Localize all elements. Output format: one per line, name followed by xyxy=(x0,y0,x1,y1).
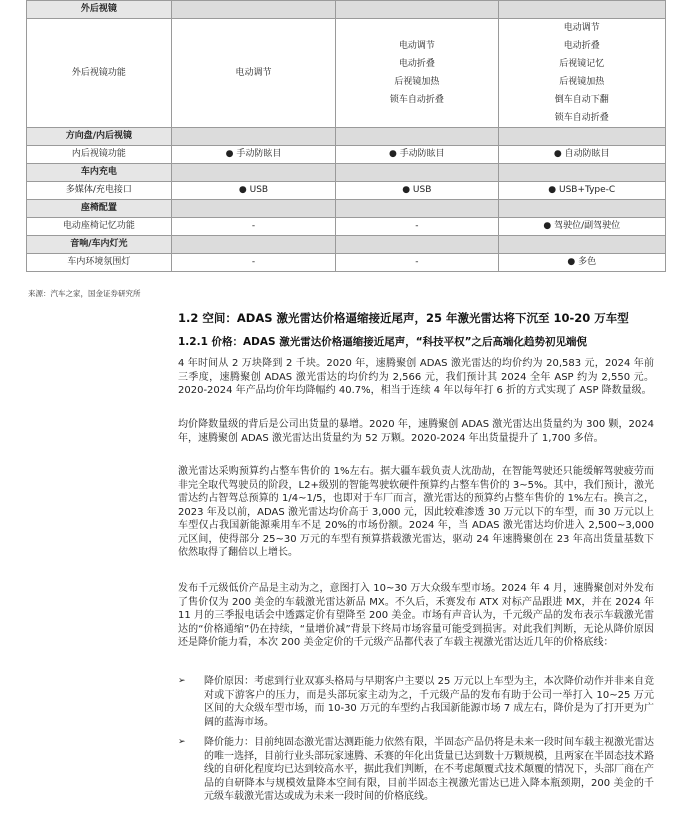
table-row xyxy=(27,182,666,200)
cell-trim-2: ● 手动防眩目 xyxy=(336,146,498,164)
cell-trim-2: 电动调节 电动折叠 后视镜加热 锁车自动折叠 xyxy=(336,19,498,128)
section-label: 车内充电 xyxy=(27,164,172,182)
paragraph-price: 4 年时间从 2 万块降到 2 千块。2020 年，速腾聚创 ADAS 激光雷达的均价约为 20,583 元，2024 年前三季度，速腾聚创 ADAS 激光雷达的均价约为 2,566 元，我们预计其 2024 全年 ASP 约为 2,550 元。2020-2024 年产品均价年均降幅约 40.7%，相当于连续 4 年以每年打 6 折的方式实现了 ASP 降数量级。 xyxy=(178,358,654,396)
section-row-charging xyxy=(27,164,666,182)
section-row-seat xyxy=(27,200,666,218)
row-label: 内后视镜功能 xyxy=(27,146,172,164)
cell-trim-3: 电动调节 电动折叠 后视镜记忆 后视镜加热 倒车自动下翻 锁车自动折叠 xyxy=(498,19,665,128)
cell-trim-3: ● 自动防眩目 xyxy=(498,146,665,164)
cell-trim-2: - xyxy=(336,218,498,236)
source-note: 来源：汽车之家，国金证券研究所 xyxy=(28,289,141,298)
cell-trim-1: ● USB xyxy=(171,182,335,200)
cell-trim-1: 电动调节 xyxy=(171,19,335,128)
row-label: 电动座椅记忆功能 xyxy=(27,218,172,236)
paragraph-volume: 均价降数量级的背后是公司出货量的暴增。2020 年，速腾聚创 ADAS 激光雷达出货量约为 300 颗，2024 年，速腾聚创 ADAS 激光雷达出货量约为 52 万颗。2020-2024 年出货量提升了 1,700 多倍。 xyxy=(178,419,654,444)
section-row-audio xyxy=(27,236,666,254)
arrow-bullet-icon: ➢ xyxy=(178,676,186,686)
cell-trim-1: - xyxy=(171,254,335,272)
section-label: 方向盘/内后视镜 xyxy=(27,128,172,146)
section-row-mirror xyxy=(27,1,666,19)
bullet-item xyxy=(178,736,654,804)
bullet-text: 降价原因：考虑到行业双寡头格局与早期客户主要以 25 万元以上车型为主，本次降价动作并非来自竞对或下游客户的压力，而是头部玩家主动为之，千元级产品的发布有助于公司一举打入 10~25 万元区间的大众级车型市场，而 10-30 万元的车型约占我国新能源市场 7 成左右，降价是为了打开更为广阔的蓝海市场。 xyxy=(204,676,654,728)
config-table xyxy=(26,0,666,272)
table-row xyxy=(27,19,666,128)
paragraph-lowcost: 发布千元级低价产品是主动为之，意图打入 10~30 万大众级车型市场。2024 年 4 月，速腾聚创对外发布了售价仅为 200 美金的车载激光雷达新品 MX。不久后，禾赛发布 ATX 对标产品跟进 MX，并在 2024 年 11 月的三季报电话会中透露定价有望降至 200 美金。市场有声音认为，千元级产品的发布表示车载激光雷达的“价格通缩”仍在持续，“量增价减”背景下终局市场容量可能受到损害。对此我们判断，无论从降价原因还是降价能力看，本次 200 美金定价的千元级产品都代表了车载主视激光雷达近几年的价格底线： xyxy=(178,583,654,648)
table-row xyxy=(27,218,666,236)
section-label: 座椅配置 xyxy=(27,200,172,218)
cell-trim-2: - xyxy=(336,254,498,272)
paragraph-budget: 激光雷达采购预算约占整车售价的 1%左右。据大疆车载负责人沈劭劼，在智能驾驶还只能缓解驾驶疲劳而非完全取代驾驶员的阶段，L2+级别的智能驾驶软硬件预算约占整车售价的 3~5%。其中，我们预计，激光雷达约占智驾总预算的 1/4~1/5，也即对于车厂而言，激光雷达的预算约占整车售价的 1%左右。换言之，2023 年及以前，ADAS 激光雷达均价高于 3,000 元，因此较难渗透 30 万元以下的车型，而 30 万元以上车型仅占我国新能源乘用车不足 20%的市场份额。2024 年，当 ADAS 激光雷达均价进入 2,500~3,000 元区间，使得部分 25~30 万元的车型有预算搭载激光雷达，驱动 24 年速腾聚创在 23 年高出货量基数下依然取得了翻倍以上增长。 xyxy=(178,466,654,558)
section-row-steering xyxy=(27,128,666,146)
cell-trim-2: ● USB xyxy=(336,182,498,200)
bullet-item xyxy=(178,675,654,729)
arrow-bullet-icon: ➢ xyxy=(178,737,186,747)
section-label: 音响/车内灯光 xyxy=(27,236,172,254)
cell-trim-1: - xyxy=(171,218,335,236)
cell-trim-3: ● 驾驶位/副驾驶位 xyxy=(498,218,665,236)
row-label: 车内环境氛围灯 xyxy=(27,254,172,272)
table-row xyxy=(27,146,666,164)
section-heading: 1.2 空间：ADAS 激光雷达价格逼缩接近尾声，25 年激光雷达将下沉至 10-20 万车型 xyxy=(178,311,629,325)
row-label: 外后视镜功能 xyxy=(27,19,172,128)
row-label: 多媒体/充电接口 xyxy=(27,182,172,200)
bullet-text: 降价能力：目前纯固态激光雷达测距能力依然有限，半固态产品仍将是未来一段时间车载主视激光雷达的唯一选择，目前行业头部玩家速腾、禾赛的年化出货量已达到数十万颗规模，且两家在半固态技术路线的自研化程度均已达到较高水平，据此我们判断，在不考虑颠覆式技术颠覆的情况下，头部厂商在产品的自研降本与规模效量降本空间有限，目前半固态主视激光雷达已进入降本瓶颈期，200 美金的千元级车载激光雷达或成为未来一段时间的价格底线。 xyxy=(204,737,654,802)
table-row xyxy=(27,254,666,272)
section-label: 外后视镜 xyxy=(27,1,172,19)
cell-trim-3: ● 多色 xyxy=(498,254,665,272)
cell-trim-3: ● USB+Type-C xyxy=(498,182,665,200)
subsection-heading: 1.2.1 价格：ADAS 激光雷达价格逼缩接近尾声，“科技平权”之后高端化趋势初见端倪 xyxy=(178,336,588,348)
cell-trim-1: ● 手动防眩目 xyxy=(171,146,335,164)
